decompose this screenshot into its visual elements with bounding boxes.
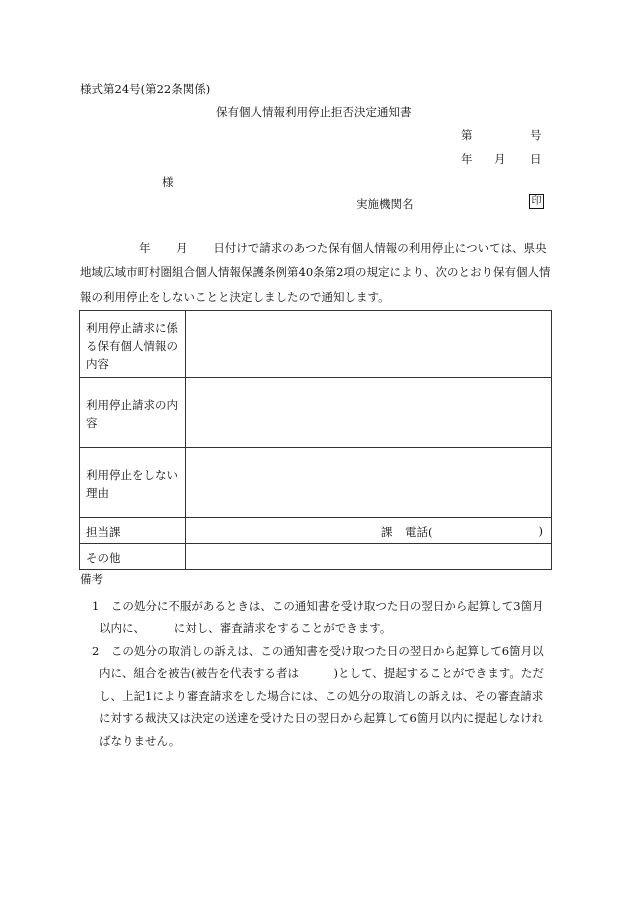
row-value-department [186, 518, 552, 544]
date-day: 日 [530, 152, 542, 166]
info-table [79, 310, 552, 570]
table-row [80, 518, 552, 544]
phone-close-paren: ) [538, 523, 543, 538]
note-2-line-2: 内に、組合を被告(被告を代表する者は )として、提起することができます。ただ [99, 666, 544, 680]
table-row [80, 448, 552, 518]
note-1-line-1: 1 この処分に不服があるときは、この通知書を受け取つた日の翌日から起算して3箇月 [92, 599, 544, 613]
form-number: 様式第24号(第22条関係) [80, 82, 211, 96]
note-2-line-4: に対する裁決又は決定の送達を受けた日の翌日から起算して6箇月以内に提起しなけれ [99, 711, 544, 725]
row-label-request: 利用停止請求の内容 [80, 378, 186, 448]
row-value-request [186, 378, 552, 448]
note-1-line-2: 以内に、 に対し、審査請求をすることができます。 [99, 621, 392, 635]
row-label-department: 担当課 [80, 518, 186, 544]
body-line-2: 地域広域市町村圏組合個人情報保護条例第40条第2項の規定により、次のとおり保有個人情 [80, 265, 551, 279]
body-month: 月 [176, 241, 188, 255]
date-month: 月 [494, 152, 506, 166]
document-title: 保有個人情報利用停止拒否決定通知書 [216, 105, 412, 119]
date-year: 年 [461, 152, 473, 166]
row-label-content: 利用停止請求に係る保有個人情報の内容 [80, 311, 186, 378]
number-prefix: 第 [461, 128, 473, 142]
row-label-reason: 利用停止をしない理由 [80, 448, 186, 518]
row-label-other: その他 [80, 544, 186, 570]
phone-label: 電話( [405, 524, 433, 539]
table-row [80, 311, 552, 378]
body-line-1-text: 日付けで請求のあつた保有個人情報の利用停止については、県央 [213, 241, 547, 255]
note-2-line-3: し、上記1により審査請求をした場合には、この処分の取消しの訴えは、その審査請求 [99, 689, 544, 703]
agency-name-label: 実施機関名 [356, 197, 414, 211]
note-2-line-1: 2 この処分の取消しの訴えは、この通知書を受け取つた日の翌日から起算して6箇月以 [92, 644, 544, 658]
body-line-3: 報の利用停止をしないことと決定しましたので通知します。 [80, 290, 390, 304]
row-value-other [186, 544, 552, 570]
body-year: 年 [139, 241, 151, 255]
recipient-honorific: 様 [162, 175, 174, 189]
number-suffix: 号 [530, 128, 542, 142]
table-row [80, 544, 552, 570]
row-value-content [186, 311, 552, 378]
table-row [80, 378, 552, 448]
note-2-line-5: ばなりません。 [99, 734, 181, 748]
notes-title: 備考 [80, 572, 103, 586]
row-value-reason [186, 448, 552, 518]
seal-mark: 印 [529, 194, 544, 209]
department-suffix: 課 [381, 524, 393, 539]
body-line-1 [80, 240, 547, 256]
